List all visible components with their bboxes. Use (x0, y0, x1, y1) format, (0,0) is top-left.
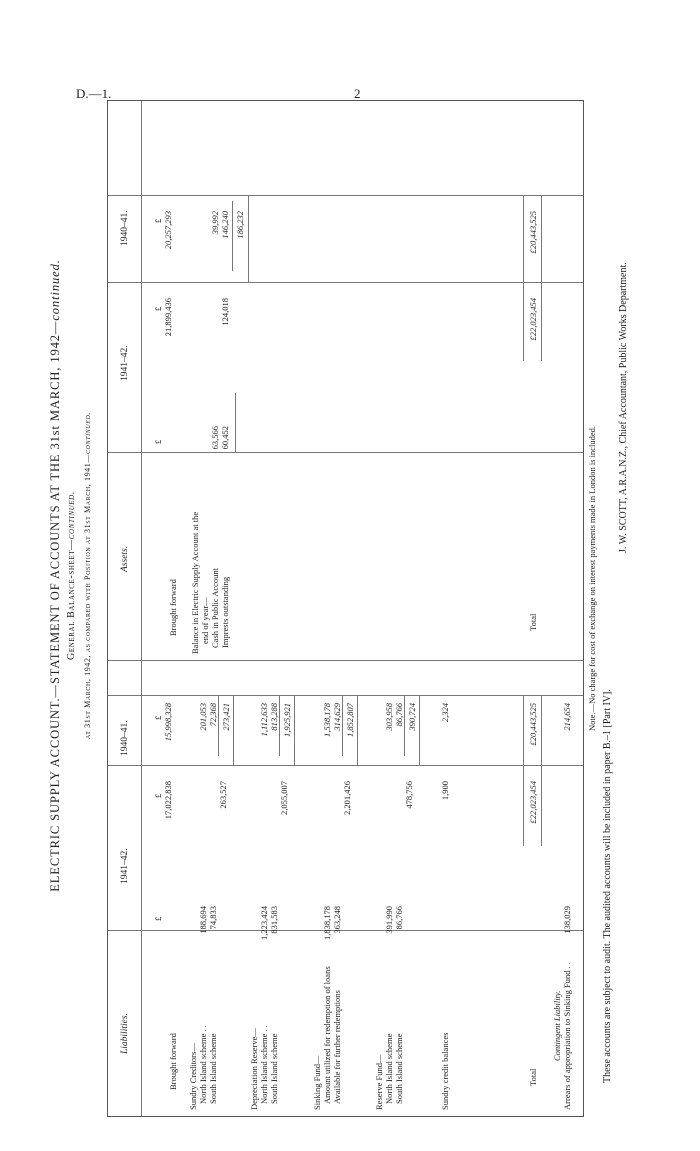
asset-balance-line2: end of year— (200, 597, 210, 644)
asset-total-label: Total (528, 613, 538, 631)
liab-bf-1941-pound: £ (153, 715, 163, 720)
liab-rf-total-1941: 390,724 (407, 703, 417, 731)
asset-total-1942: £22,023,454 (528, 298, 538, 341)
page-subtitle: General Balance-sheet—continued. (66, 491, 77, 660)
balance-sheet-table (107, 100, 584, 1117)
liab-sc-south: South Island scheme (208, 1033, 218, 1104)
asset-cash-1941: 39,992 (210, 211, 220, 235)
liab-sf-total-1941: 1,852,807 (345, 703, 355, 737)
liab-dr-total-1942: 2,055,007 (279, 781, 289, 815)
liab-sf-total-1942: 2,201,426 (342, 781, 352, 815)
page-subtitle-2: at 31st March, 1942, as compared with Position at 31st March, 1941—continued. (83, 411, 92, 740)
liab-scb-1942: 1,900 (440, 781, 450, 801)
asset-bf-1941: 20,257,293 (163, 211, 173, 250)
liab-dr-south-1942: 831,583 (269, 906, 279, 934)
asset-brought-forward: Brought forward (168, 579, 178, 636)
asset-bf-pound-a: £ (153, 439, 163, 444)
liab-sc-north-1942: 188,694 (198, 906, 208, 934)
liab-rf-south-1941: 86,766 (394, 703, 404, 727)
asset-total-1941: £20,443,525 (528, 211, 538, 254)
asset-cash-1942: 63,566 (210, 426, 220, 450)
liab-rf-south-1942: 86,766 (394, 906, 404, 930)
liab-sf-utilized-1942: 1,838,178 (322, 906, 332, 940)
signature: J. W. SCOTT, A.R.A.N.Z., Chief Accountant, Public Works Department. (618, 262, 629, 553)
liab-sundry-credit: Sundry credit balances (440, 1032, 450, 1110)
liab-arrears: Arrears of appropriation to Sinking Fund . . (562, 961, 572, 1110)
header-assets: Assets. (120, 545, 130, 572)
liab-total-1942: £22,023,454 (528, 781, 538, 824)
page-number: 2 (354, 86, 361, 101)
audit-note: These accounts are subject to audit. The audited accounts will be included in paper B.–1 [Part IV]. (602, 689, 613, 1083)
liab-brought-forward: Brought forward (168, 1033, 178, 1090)
liab-sf-available: Available for further redemptions (332, 990, 342, 1104)
liab-total-label: Total (528, 1068, 538, 1086)
asset-cash: Cash in Public Account (210, 567, 220, 648)
document-code: D.—1. (76, 86, 112, 101)
liab-reserve-fund: Reserve Fund— (374, 1054, 384, 1110)
liab-dr-south-1941: 813,288 (269, 703, 279, 731)
liab-rf-north-1942: 391,990 (384, 906, 394, 934)
asset-bf-pound-c: £ (153, 218, 163, 223)
liab-sinking-fund: Sinking Fund— (312, 1055, 322, 1110)
asset-bal-total-1942: 124,018 (220, 298, 230, 326)
footnote: Note.—No charge for cost of exchange on interest payments made in London is included. (587, 425, 597, 731)
asset-imprests-1941: 146,240 (220, 211, 230, 239)
liab-rf-north: North Island scheme (384, 1033, 394, 1104)
liab-sc-total-1942: 263,527 (218, 781, 228, 809)
liab-sf-utilized: Amount utilized for redemption of loans (322, 966, 332, 1104)
liab-dr-south: South Island scheme (269, 1033, 279, 1104)
asset-balance-line1: Balance in Electric Supply Account at the (190, 511, 200, 654)
header-assets-1942: 1941–42. (120, 345, 130, 381)
asset-bf-1942: 21,899,436 (163, 298, 173, 337)
asset-bal-total-1941: 186,232 (235, 211, 245, 239)
liab-scb-1941: 2,324 (440, 703, 450, 723)
liab-contingent: Contingent Liability. (552, 990, 562, 1061)
liab-sc-south-1942: 74,833 (208, 906, 218, 930)
liab-sf-available-1941: 314,629 (332, 703, 342, 731)
liab-sc-north-1941: 201,053 (198, 703, 208, 731)
liab-sc-south-1941: 72,368 (208, 703, 218, 727)
liab-dr-north-1942: 1,223,424 (259, 906, 269, 940)
header-liabilities: Liabilities. (120, 1013, 130, 1054)
liab-bf-1942-pound: £ (153, 793, 163, 798)
liab-sc-total-1941: 273,421 (221, 703, 231, 731)
liab-total-1941: £20,443,525 (528, 703, 538, 746)
asset-bf-pound-b: £ (153, 306, 163, 311)
liab-dr-total-1941: 1,925,921 (282, 703, 292, 737)
header-liab-1942: 1941–42. (120, 848, 130, 884)
liab-rf-north-1941: 303,958 (384, 703, 394, 731)
asset-imprests: Imprests outstanding (220, 576, 230, 648)
liab-sc-north: North Island scheme . . (198, 1025, 208, 1104)
header-liab-1941: 1940–41. (120, 720, 130, 756)
liab-dr-north-1941: 1,112,633 (259, 703, 269, 737)
liab-rf-total-1942: 478,756 (404, 781, 414, 809)
liab-bf-1941: 15,998,328 (163, 703, 173, 742)
liab-rf-south: South Island scheme (394, 1033, 404, 1104)
liab-arrears-1942: 138,029 (562, 906, 572, 934)
liab-depreciation-reserve: Depreciation Reserve— (249, 1028, 259, 1110)
liab-sundry-creditors: Sundry Creditors— (188, 1043, 198, 1110)
liab-bf-1942: 17,022,838 (163, 781, 173, 820)
liab-sf-utilized-1941: 1,538,178 (322, 703, 332, 737)
liab-sf-available-1942: 363,248 (332, 906, 342, 934)
liab-arrears-1941: 214,654 (562, 703, 572, 731)
liab-bf-pound-sign: £ (153, 916, 163, 921)
asset-imprests-1942: 60,452 (220, 426, 230, 450)
header-assets-1941: 1940–41. (120, 210, 130, 246)
liab-dr-north: North Island scheme . . (259, 1025, 269, 1104)
page-title: ELECTRIC SUPPLY ACCOUNT.—STATEMENT OF ACCOUNTS AT THE 31st MARCH, 1942—continued. (48, 259, 62, 892)
